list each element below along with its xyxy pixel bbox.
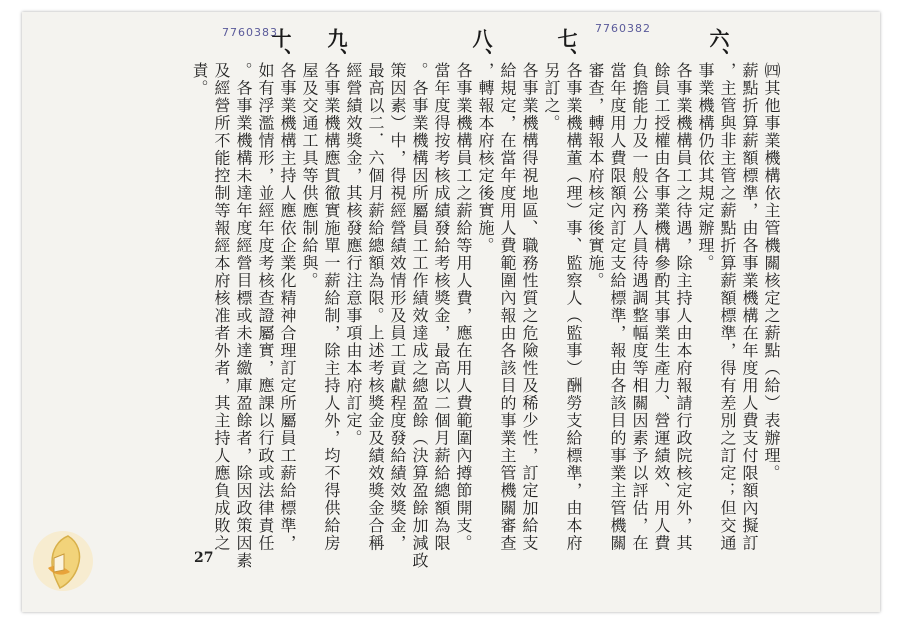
text-column: 當年度得按考核成績發給考核獎金，最高以二個月薪給總額為限 (432, 62, 451, 552)
heading-eight: 八、 (469, 28, 493, 68)
text-column: 各事業機構員工之待遇，除主持人由本府報請行政院核定外，其 (674, 62, 693, 552)
text-column: 屋及交通工具等供應制給與。 (300, 62, 319, 290)
text-column: 。各事業機構因所屬員工工作績效達成之總盈餘（決算盈餘加減政 (410, 62, 429, 570)
text-column: 各事業機構得視地區、職務性質之危險性及稀少性，訂定加給支 (520, 62, 539, 552)
text-column: 最高以二．六個月薪給總額為限。上述考核獎金及績效獎金合稱 (366, 62, 385, 552)
text-column: 另訂之。 (542, 62, 561, 132)
text-column: ，轉報本府核定後實施。 (476, 62, 495, 255)
text-column: 各事業機構主持人應依企業化精神合理訂定所屬員工薪給標準， (278, 62, 297, 552)
heading-seven: 七、 (554, 28, 578, 68)
text-column: 如有浮濫情形，並經年度考核查證屬實，應課以行政或法律責任 (256, 62, 275, 552)
text-column: 。各事業機構未達年度經營目標或未達繳庫盈餘者，除因政策因素 (234, 62, 253, 570)
text-column: 責。 (190, 62, 209, 97)
text-column: 事業機構仍依其規定辦理。 (696, 62, 715, 272)
text-column: 及經營所不能控制等報經本府核准者外者，其主持人應負成敗之 (212, 62, 231, 552)
document-page (22, 12, 880, 612)
heading-six: 六、 (706, 28, 730, 68)
heading-ten: 十、 (268, 28, 292, 68)
serial-number-right: 7760382 (595, 22, 651, 35)
serial-number-left: 7760383 (222, 26, 278, 39)
text-column: 餘員工授權由各事業機構參酌其事業生產力、營運績效、用人費 (652, 62, 671, 552)
text-column: 經營績效獎金，其核發應行注意事項由本府訂定。 (344, 62, 363, 447)
text-column: 策因素）中，得視經營績效情形及員工貢獻程度發給績效獎金， (388, 62, 407, 552)
text-column: 給規定，在當年度用人費範圍內報由各該目的事業主管機關審查 (498, 62, 517, 552)
page-number: 27 (194, 550, 214, 566)
text-column: 各事業機構員工之薪給等用人費，應在用人費範圍內撙節開支。 (454, 62, 473, 552)
text-column: 負擔能力及一般公務人員待遇調整幅度等相關因素予以評估，在 (630, 62, 649, 552)
text-column: 當年度用人費限額內訂定支給標準，報由各該目的事業主管機關 (608, 62, 627, 552)
text-column: ㈣其他事業機構依主管機關核定之薪點（給）表辦理。 (762, 62, 781, 482)
text-column: 薪點折算薪額標準，由各事業機構在年度用人費支付限額內擬訂 (740, 62, 759, 552)
taiwan-map-logo-icon (30, 528, 96, 594)
heading-nine: 九、 (324, 28, 348, 68)
text-column: ，主管與非主管之薪點折算薪額標準，得有差別之訂定；但交通 (718, 62, 737, 552)
text-column: 審查，轉報本府核定後實施。 (586, 62, 605, 290)
text-column: 各事業機構應貫徹實施單一薪給制，除主持人外，均不得供給房 (322, 62, 341, 552)
text-column: 各事業機構董（理）事、監察人（監事）酬勞支給標準，由本府 (564, 62, 583, 552)
